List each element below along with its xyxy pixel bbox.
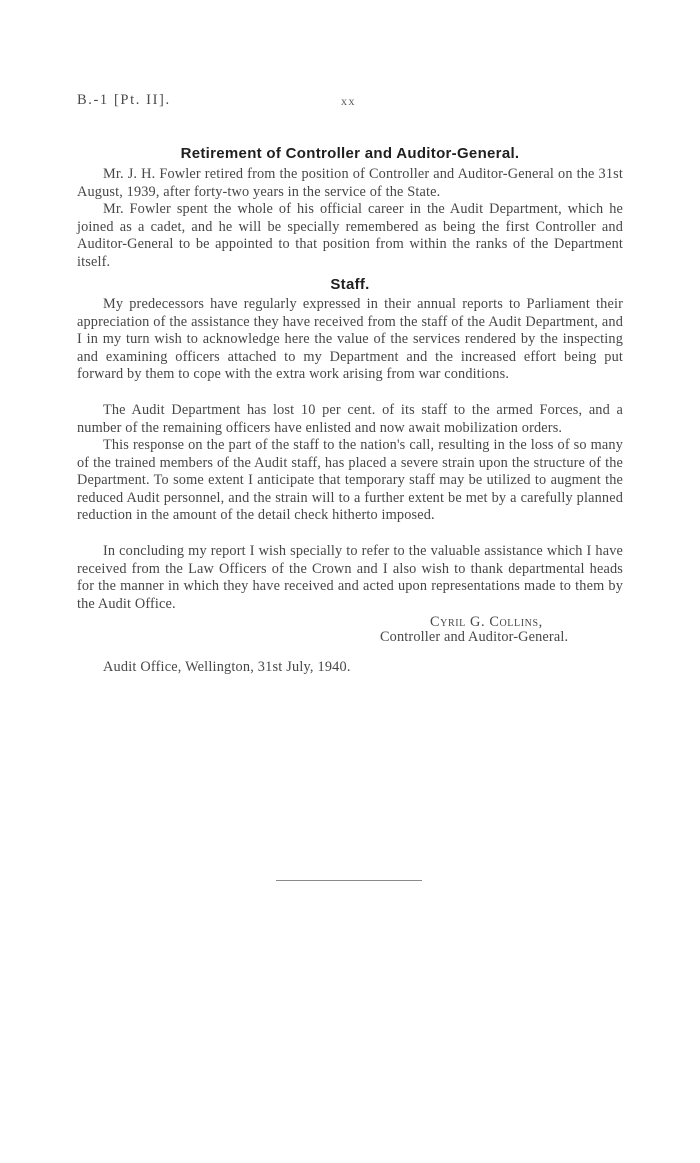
- closing-rule: [276, 880, 422, 881]
- signatory-title: Controller and Auditor-General.: [380, 629, 569, 645]
- staff-paragraph: In concluding my report I wish specially to refer to the valuable assistance which I have received from the Law Officers of the Crown and I also wish to thank departmental heads for the manner in which they have received and acted upon representations made to them by the Audit Office.: [77, 543, 623, 612]
- staff-paragraph: This response on the part of the staff to the nation's call, resulting in the loss of so many of the trained members of the Audit staff, has placed a severe strain upon the structure of the Department. To some extent I anticipate that temporary staff may be utilized to augment the reduced Audit personnel, and the strain will to a further extent be met by a carefully planned reduction in the amount of the detail check hitherto imposed.: [77, 437, 623, 524]
- retirement-heading: Retirement of Controller and Auditor-General.: [180, 145, 520, 162]
- retirement-paragraph: Mr. J. H. Fowler retired from the position of Controller and Auditor-General on the 31st August, 1939, after forty-two years in the service of the State.: [77, 166, 623, 200]
- place-and-date: Audit Office, Wellington, 31st July, 1940.: [103, 659, 351, 675]
- staff-heading: Staff.: [330, 276, 370, 293]
- page-reference: B.-1 [Pt. II].: [77, 92, 171, 108]
- page-number: xx: [341, 94, 356, 108]
- retirement-paragraph: Mr. Fowler spent the whole of his official career in the Audit Department, which he joined as a cadet, and he will be specially remembered as being the first Controller and Auditor-General to be appointed to that position from within the ranks of the Department itself.: [77, 201, 623, 270]
- staff-paragraph: My predecessors have regularly expressed in their annual reports to Parliament their appreciation of the assistance they have received from the staff of the Audit Department, and I in my turn wish to acknowledge here the value of the services rendered by the inspecting and examining officers attached to my Department and the increased effort being put forward by them to cope with the extra work arising from war conditions.: [77, 296, 623, 383]
- signatory-name: Cyril G. Collins,: [430, 614, 543, 630]
- staff-paragraph: The Audit Department has lost 10 per cent. of its staff to the armed Forces, and a number of the remaining officers have enlisted and now await mobilization orders.: [77, 402, 623, 436]
